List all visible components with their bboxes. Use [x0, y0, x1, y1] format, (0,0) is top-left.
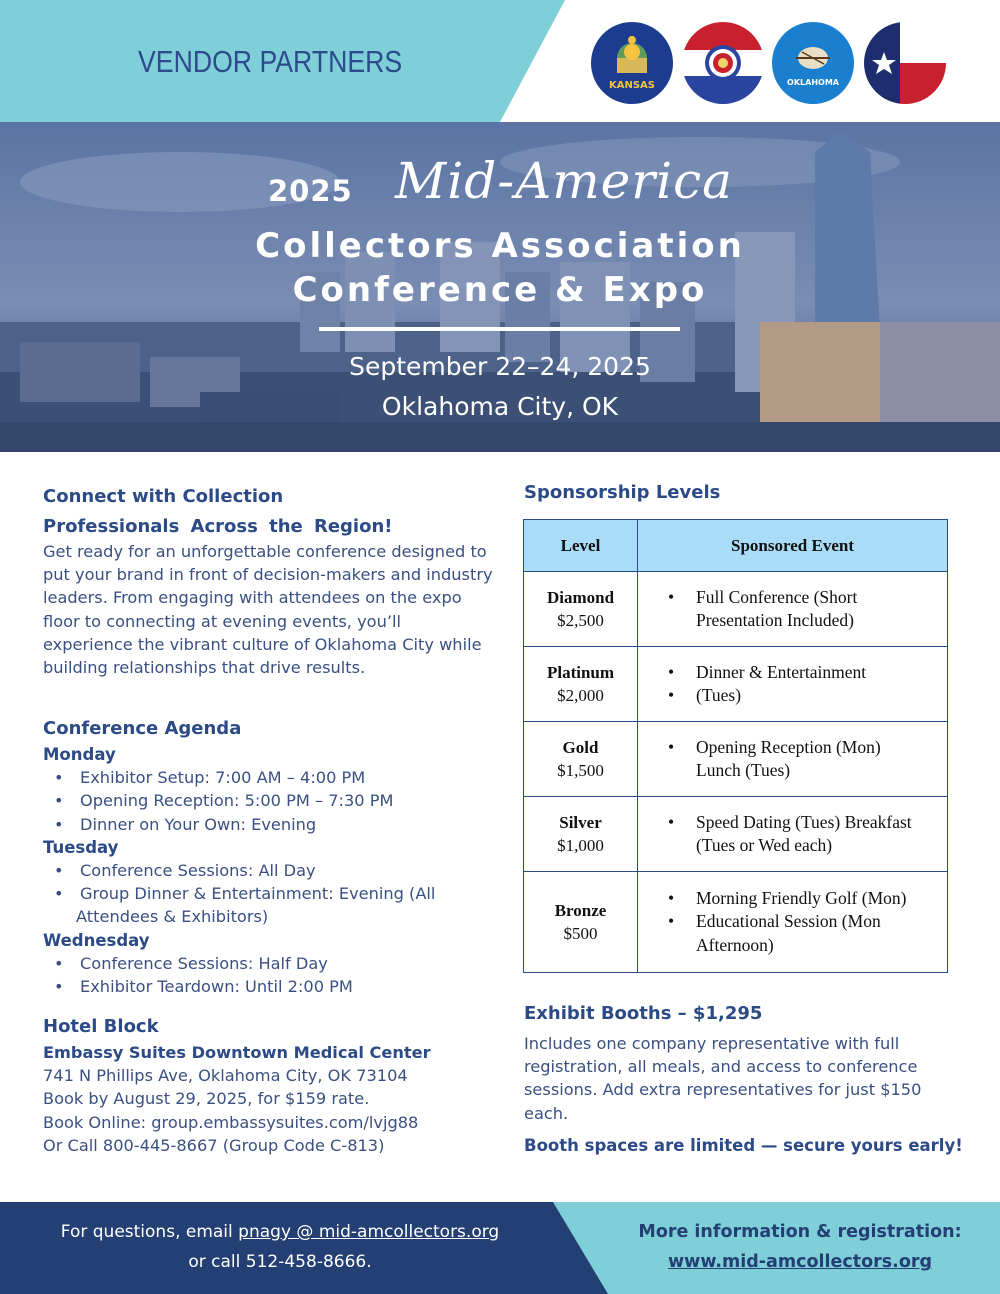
column-header-event: Sponsored Event [638, 520, 948, 572]
event-item: • Speed Dating (Tues) Breakfast (Tues or Wed each) [638, 811, 943, 858]
footer-more-info-label: More information & registration: [638, 1222, 962, 1242]
kansas-flag-label: KANSAS [608, 80, 656, 91]
table-row [524, 572, 948, 647]
agenda-heading: Conference Agenda [43, 718, 242, 739]
table-row [524, 722, 948, 797]
hero-banner [0, 122, 1000, 452]
table-row [524, 797, 948, 872]
missouri-flag-icon [682, 22, 764, 104]
level-cell [524, 797, 638, 872]
table-row [524, 872, 948, 973]
agenda-item: • Group Dinner & Entertainment: Evening (All [43, 882, 493, 905]
event-script-title: Mid-America [395, 152, 733, 210]
level-price: $1,500 [557, 761, 604, 780]
sponsorship-heading: Sponsorship Levels [524, 482, 721, 503]
event-item: • Full Conference (Short Presentation Included) [638, 586, 943, 633]
level-cell [524, 872, 638, 973]
footer-contact-email-line [0, 1222, 560, 1242]
level-name: Diamond [546, 588, 615, 607]
event-item: • (Tues) [638, 684, 943, 708]
column-header-level: Level [524, 520, 638, 572]
agenda-item: • Opening Reception: 5:00 PM – 7:30 PM [43, 789, 493, 812]
booth-availability-note: Booth spaces are limited — secure yours early! [524, 1136, 963, 1155]
intro-paragraph: Get ready for an unforgettable conference designed to put your brand in front of decision-makers and industry leaders. From engaging with attendees on the expo floor to connecting at evening events, you’ll experience the vibrant culture of Oklahoma City while building relationships that drive results. [43, 542, 493, 678]
agenda-day-monday: Monday [43, 745, 116, 764]
event-title-line2: Conference & Expo [292, 270, 708, 310]
level-cell [524, 722, 638, 797]
agenda-item: • Exhibitor Teardown: Until 2:00 PM [43, 975, 493, 998]
agenda-list [43, 743, 493, 998]
sponsorship-table [523, 519, 948, 973]
agenda-day-wednesday: Wednesday [43, 930, 150, 950]
hotel-address: 741 N Phillips Ave, Oklahoma City, OK 73104 [43, 1066, 408, 1086]
level-price: $500 [563, 924, 598, 943]
agenda-item-continuation: Attendees & Exhibitors) [76, 907, 269, 927]
intro-heading-line2: Professionals Across the Region! [43, 516, 393, 537]
event-item: • Opening Reception (Mon) Lunch (Tues) [638, 736, 943, 783]
footer-email-prefix: For questions, email [60, 1222, 239, 1242]
event-cell [638, 572, 948, 647]
title-divider [319, 327, 680, 331]
level-price: $2,500 [557, 611, 604, 630]
event-location: Oklahoma City, OK [381, 392, 619, 421]
agenda-item: • Conference Sessions: Half Day [43, 952, 493, 975]
kansas-flag-icon [591, 22, 673, 104]
oklahoma-flag-label: OKLAHOMA [787, 78, 839, 87]
contact-email-link[interactable]: pnagy @ mid-amcollectors.org [238, 1222, 500, 1242]
level-price: $1,000 [557, 836, 604, 855]
header-band [0, 0, 1000, 122]
event-year: 2025 [268, 174, 353, 208]
event-title-line1: Collectors Association [255, 226, 745, 266]
exhibit-booths-heading: Exhibit Booths – $1,295 [524, 1003, 763, 1024]
event-cell [638, 722, 948, 797]
level-cell [524, 647, 638, 722]
footer-band [0, 1202, 1000, 1294]
footer-contact-phone: or call 512-458-8666. [188, 1252, 372, 1272]
hotel-booking-link[interactable]: Book Online: group.embassysuites.com/lvjg88 [43, 1112, 419, 1132]
level-name: Bronze [554, 901, 607, 920]
hotel-phone: Or Call 800-445-8667 (Group Code C-813) [43, 1135, 385, 1155]
level-price: $2,000 [557, 686, 604, 705]
hotel-name: Embassy Suites Downtown Medical Center [43, 1043, 431, 1062]
event-dates: September 22–24, 2025 [349, 352, 651, 381]
event-cell [638, 797, 948, 872]
intro-heading-line1: Connect with Collection [43, 486, 284, 507]
vendor-partners-label: VENDOR PARTNERS [138, 44, 403, 79]
event-cell [638, 647, 948, 722]
website-link[interactable]: www.mid-amcollectors.org [668, 1252, 932, 1272]
level-name: Platinum [546, 663, 615, 682]
exhibit-booths-description: Includes one company representative with full registration, all meals, and access to conference sessions. Add extra representatives for just $150 each. [524, 1034, 922, 1123]
hotel-heading: Hotel Block [43, 1016, 159, 1037]
agenda-item: • Exhibitor Setup: 7:00 AM – 4:00 PM [43, 766, 493, 789]
level-cell [524, 572, 638, 647]
event-item: • Educational Session (Mon Afternoon) [638, 910, 943, 957]
level-name: Gold [562, 738, 599, 757]
event-item: • Morning Friendly Golf (Mon) [638, 887, 943, 911]
agenda-item: • Dinner on Your Own: Evening [43, 813, 493, 836]
event-cell [638, 872, 948, 973]
footer-navy-panel [0, 1202, 1000, 1294]
level-name: Silver [559, 813, 602, 832]
table-row [524, 647, 948, 722]
intro-heading [43, 482, 393, 542]
hotel-details [43, 1041, 493, 1157]
oklahoma-flag-icon [772, 22, 854, 104]
agenda-day-tuesday: Tuesday [43, 837, 119, 857]
hotel-booking-deadline: Book by August 29, 2025, for $159 rate. [43, 1089, 370, 1109]
agenda-item: • Conference Sessions: All Day [43, 859, 493, 882]
texas-flag-icon [864, 22, 946, 104]
event-item: • Dinner & Entertainment [638, 661, 943, 685]
table-header-row [524, 520, 948, 572]
